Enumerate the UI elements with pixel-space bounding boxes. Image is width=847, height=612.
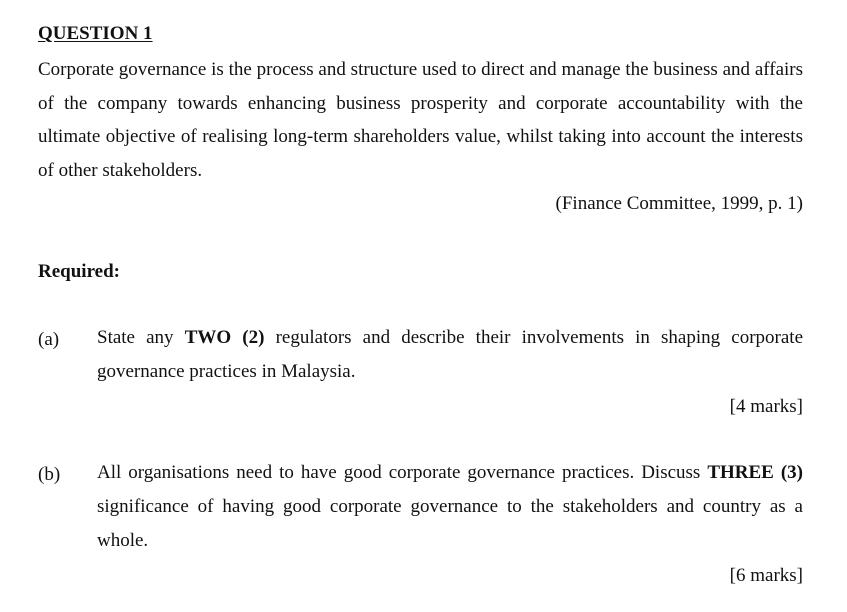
part-b-text-before: All organisations need to have good corporate governance practices. Discuss: [97, 462, 708, 483]
required-heading: Required:: [38, 261, 120, 282]
exam-question-page: [38, 0, 803, 612]
question-title: QUESTION 1: [38, 23, 153, 44]
part-b-emphasis: THREE (3): [707, 462, 803, 483]
part-a-text-after: regulators and describe their involvements in shaping corporate governance practices in Malaysia.: [97, 327, 803, 382]
part-b-text: [97, 456, 803, 558]
quote-citation: (Finance Committee, 1999, p. 1): [555, 193, 803, 214]
part-b-text-after: significance of having good corporate governance to the stakeholders and country as a whole.: [97, 496, 803, 551]
part-a-emphasis: TWO (2): [184, 327, 265, 348]
part-b-label: (b): [38, 464, 61, 485]
part-a-marks: [4 marks]: [729, 396, 803, 417]
quote-passage: Corporate governance is the process and structure used to direct and manage the business and affairs of the company towards enhancing business prosperity and corporate accountability with the ultimate objective of realising long-term shareholders value, whilst taking into account the interests of other stakeholders.: [38, 59, 803, 182]
part-a-text-before: State any: [97, 327, 185, 348]
part-a-text: [97, 321, 803, 389]
part-a-label: (a): [38, 329, 60, 350]
part-b-marks: [6 marks]: [729, 565, 803, 586]
